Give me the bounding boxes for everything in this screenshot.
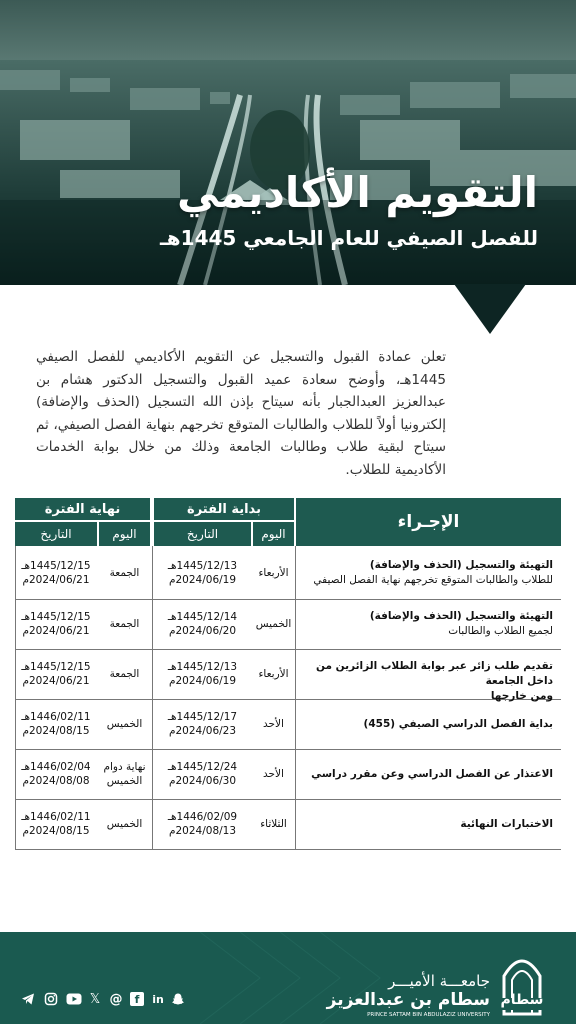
- end-date: [15, 546, 97, 599]
- start-gregorian: 2024/06/30م: [168, 775, 237, 787]
- page-title: التقويم الأكاديمي: [176, 168, 538, 217]
- start-day: الأحد: [263, 768, 284, 780]
- start-hijri: 1445/12/17هـ: [167, 711, 238, 723]
- instagram-icon[interactable]: [44, 992, 58, 1006]
- header-end-day: اليوم: [99, 522, 150, 546]
- university-name-line1: جامعـــة الأميـــر: [388, 972, 490, 990]
- start-gregorian: 2024/08/13م: [168, 825, 237, 837]
- calendar-table: [15, 498, 561, 850]
- start-gregorian: 2024/06/19م: [168, 675, 237, 687]
- action-text: الاعتذار عن الفصل الدراسي وعن مقرر دراسي: [311, 768, 553, 780]
- start-hijri: 1445/12/13هـ: [167, 559, 238, 572]
- action-text: بداية الفصل الدراسي الصيفي (455): [363, 718, 553, 730]
- end-day: نهاية دوام الخميس: [103, 761, 146, 787]
- action-subtext: لجميع الطلاب والطالبات: [448, 625, 553, 637]
- start-day: الثلاثاء: [260, 818, 287, 830]
- end-gregorian: 2024/06/21م: [22, 625, 90, 637]
- action-cell: [298, 717, 553, 732]
- facebook-icon[interactable]: f: [130, 992, 144, 1006]
- page-subtitle: للفصل الصيفي للعام الجامعي 1445هـ: [159, 226, 538, 250]
- action-text: التهيئة والتسجيل (الحذف والإضافة): [369, 610, 553, 622]
- end-hijri: 1446/02/11هـ: [21, 711, 91, 723]
- end-gregorian: 2024/06/21م: [22, 675, 90, 687]
- end-hijri: 1446/02/11هـ: [21, 811, 91, 823]
- banner-notch: [454, 284, 526, 334]
- start-hijri: 1445/12/14هـ: [167, 611, 238, 623]
- start-day: الأحد: [263, 718, 284, 730]
- start-date: [154, 749, 251, 799]
- action-text: تقديم طلب زائر عبر بوابة الطلاب الزائرين من داخل الجامعة: [316, 660, 553, 687]
- university-name-english: PRINCE SATTAM BIN ABDULAZIZ UNIVERSITY: [367, 1012, 490, 1018]
- intro-paragraph: تعلن عمادة القبول والتسجيل عن التقويم الأكاديمي للفصل الصيفي 1445هـ، وأوضح سعادة عميد القبول والتسجيل الدكتور هشام بن عبدالعزيز العبدالجبار بأنه سيتاح بإذن الله التسجيل (الحذف والإضافة) إلكترونيا أولاً للطلاب والطالبات المتوقع تخرجهم بنهاية الفصل الصيفي، ثم سيتاح لبقية طلاب وطالبات الجامعة وذلك من خلال بوابة الخدمات الأكاديمية للطلاب.: [36, 349, 446, 478]
- start-gregorian: 2024/06/20م: [168, 625, 237, 637]
- end-hijri: 1445/12/15هـ: [21, 661, 91, 673]
- university-name-line2: سطام بن عبدالعزيز: [326, 990, 490, 1010]
- linkedin-icon[interactable]: in: [152, 992, 164, 1006]
- column-divider: [295, 546, 296, 849]
- start-hijri: 1446/02/09هـ: [167, 811, 238, 823]
- start-gregorian: 2024/06/19م: [168, 573, 237, 586]
- end-hijri: 1446/02/04هـ: [21, 761, 91, 773]
- header-start-period: بداية الفترة: [154, 498, 294, 520]
- end-day: الخميس: [106, 718, 143, 730]
- action-cell: [298, 659, 553, 704]
- table-row: [15, 699, 561, 750]
- hero-banner: [0, 0, 576, 285]
- end-day: الجمعة: [109, 618, 140, 630]
- action-cell: [298, 609, 553, 639]
- youtube-icon[interactable]: [66, 992, 82, 1006]
- end-gregorian: 2024/08/15م: [22, 725, 90, 737]
- end-gregorian: 2024/08/08م: [22, 775, 90, 787]
- x-icon[interactable]: 𝕏: [89, 991, 101, 1007]
- header-end-period: نهاية الفترة: [15, 498, 150, 520]
- end-day: الجمعة: [109, 668, 140, 680]
- start-date: [154, 799, 251, 849]
- action-text-cont: ومن خارجها: [490, 690, 553, 702]
- snapchat-icon[interactable]: [171, 992, 185, 1006]
- end-day: الجمعة: [109, 566, 140, 579]
- action-subtext: للطلاب والطالبات المتوقع تخرجهم نهاية الفصل الصيفي: [313, 574, 553, 586]
- end-gregorian: 2024/08/15م: [22, 825, 90, 837]
- start-date: [154, 599, 251, 649]
- table-row: [15, 749, 561, 800]
- end-date: [15, 599, 97, 649]
- end-hijri: 1445/12/15هـ: [21, 559, 91, 572]
- header-action: الإجـراء: [296, 498, 561, 546]
- start-day: الخميس: [255, 618, 292, 630]
- table-row: [15, 546, 561, 600]
- start-hijri: 1445/12/24هـ: [167, 761, 238, 773]
- end-date: [15, 749, 97, 799]
- end-day: الخميس: [106, 818, 143, 830]
- start-hijri: 1445/12/13هـ: [167, 661, 238, 673]
- table-row: [15, 649, 561, 700]
- start-date: [154, 546, 251, 599]
- start-gregorian: 2024/06/23م: [168, 725, 237, 737]
- action-text: التهيئة والتسجيل (الحذف والإضافة): [369, 559, 553, 571]
- action-text: الاختبارات النهائية: [460, 818, 553, 830]
- start-day: الأربعاء: [258, 668, 289, 680]
- header-start-date: التاريخ: [154, 522, 251, 546]
- action-cell: [298, 558, 553, 588]
- telegram-icon[interactable]: [21, 992, 35, 1006]
- end-date: [15, 799, 97, 849]
- start-day: الأربعاء: [258, 566, 289, 579]
- table-row: [15, 799, 561, 850]
- end-date: [15, 699, 97, 749]
- end-date: [15, 649, 97, 699]
- header-end-date: التاريخ: [15, 522, 97, 546]
- end-gregorian: 2024/06/21م: [22, 573, 90, 586]
- logo-wordmark: سطام: [500, 992, 544, 1008]
- column-divider: [15, 546, 16, 849]
- action-cell: [298, 817, 553, 832]
- threads-icon[interactable]: @: [109, 991, 123, 1007]
- start-date: [154, 699, 251, 749]
- start-date: [154, 649, 251, 699]
- header-start-day: اليوم: [253, 522, 294, 546]
- end-hijri: 1445/12/15هـ: [21, 611, 91, 623]
- column-divider: [152, 546, 153, 849]
- action-cell: [298, 767, 553, 782]
- footer: [0, 932, 576, 1024]
- table-row: [15, 599, 561, 650]
